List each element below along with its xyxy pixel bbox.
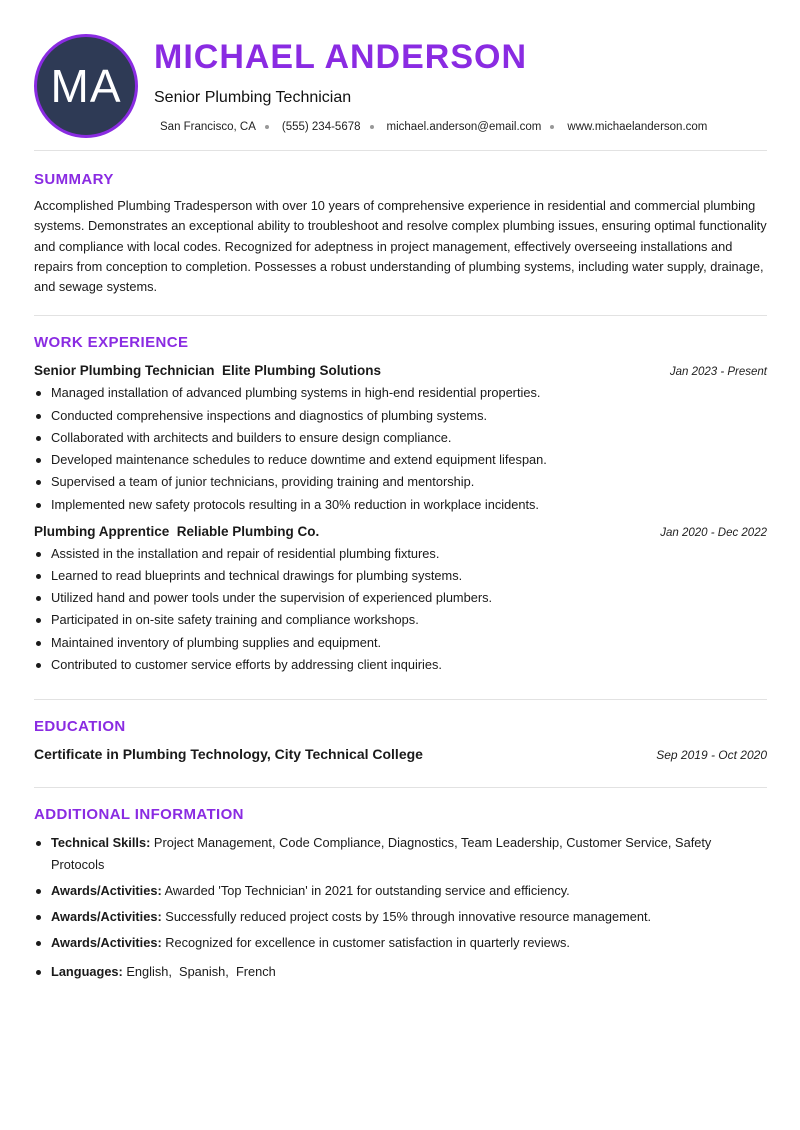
- list-item: [34, 832, 767, 876]
- list-item: Implemented new safety protocols resulting in a 30% reduction in workplace incidents.: [34, 494, 767, 516]
- item-text: English, Spanish, French: [126, 964, 276, 979]
- job-entry: [34, 363, 767, 515]
- job-header: [34, 524, 767, 539]
- candidate-title: Senior Plumbing Technician: [154, 89, 352, 106]
- job-bullets: [34, 543, 767, 676]
- separator-dot-icon: [550, 125, 554, 129]
- resume-page: [34, 0, 767, 987]
- list-item: [34, 880, 767, 902]
- item-label: Languages:: [51, 964, 123, 979]
- summary-section: [34, 151, 767, 316]
- education-section: [34, 700, 767, 788]
- resume-header: [34, 0, 767, 151]
- contact-website[interactable]: www.michaelanderson.com: [567, 121, 708, 133]
- additional-section: [34, 788, 767, 983]
- job-bullets: [34, 382, 767, 515]
- list-item: Supervised a team of junior technicians, providing training and mentorship.: [34, 471, 767, 493]
- degree: Certificate in Plumbing Technology, City Technical College: [34, 745, 423, 762]
- list-item: Participated in on-site safety training and compliance workshops.: [34, 609, 767, 631]
- list-item: Contributed to customer service efforts by addressing client inquiries.: [34, 654, 767, 676]
- separator-dot-icon: [265, 125, 269, 129]
- section-heading: ADDITIONAL INFORMATION: [34, 805, 244, 823]
- item-text: Project Management, Code Compliance, Diagnostics, Team Leadership, Customer Service, Safety Protocols: [51, 834, 712, 873]
- education-dates: Sep 2019 - Oct 2020: [656, 747, 767, 762]
- list-item: Managed installation of advanced plumbing systems in high-end residential properties.: [34, 382, 767, 404]
- contact-info: [160, 121, 707, 133]
- contact-phone: (555) 234-5678: [281, 121, 361, 133]
- job-entry: [34, 524, 767, 676]
- contact-location: San Francisco, CA: [160, 121, 256, 133]
- job-header: [34, 363, 767, 378]
- job-title: Senior Plumbing Technician Elite Plumbing Solutions: [34, 363, 382, 379]
- section-heading: SUMMARY: [34, 171, 114, 188]
- list-item: Learned to read blueprints and technical drawings for plumbing systems.: [34, 565, 767, 587]
- summary-text: Accomplished Plumbing Tradesperson with over 10 years of comprehensive experience in residential and commercial plumbing systems. Demonstrates an exceptional ability to troubleshoot and resolve complex plumbing issues, ensuring optimal functionality and compliance with local codes. Recognized for adeptness in project management, effectively overseeing installations and repairs from conception to completion. Possesses a robust understanding of plumbing systems, including water supply, drainage, and sewage systems.: [34, 198, 767, 295]
- additional-list: [34, 832, 767, 983]
- list-item: Assisted in the installation and repair of residential plumbing fixtures.: [34, 543, 767, 565]
- item-text: Successfully reduced project costs by 15% through innovative resource management.: [165, 908, 652, 924]
- list-item: Maintained inventory of plumbing supplies and equipment.: [34, 632, 767, 654]
- separator-dot-icon: [370, 125, 374, 129]
- item-text: Recognized for excellence in customer satisfaction in quarterly reviews.: [165, 934, 570, 950]
- avatar: MA: [34, 34, 138, 138]
- experience-section: [34, 316, 767, 699]
- section-heading: WORK EXPERIENCE: [34, 334, 189, 352]
- job-dates: Jan 2023 - Present: [669, 366, 767, 379]
- item-label: Technical Skills:: [51, 834, 151, 850]
- contact-email[interactable]: michael.anderson@email.com: [386, 121, 542, 133]
- candidate-name: MICHAEL ANDERSON: [154, 38, 528, 76]
- list-item: Collaborated with architects and builders to ensure design compliance.: [34, 427, 767, 449]
- section-heading: EDUCATION: [34, 717, 126, 735]
- list-item: [34, 906, 767, 928]
- list-item: Developed maintenance schedules to reduce downtime and extend equipment lifespan.: [34, 449, 767, 471]
- list-item: [34, 961, 767, 983]
- job-title: Plumbing Apprentice Reliable Plumbing Co.: [34, 523, 320, 539]
- item-label: Awards/Activities:: [51, 908, 162, 924]
- job-dates: Jan 2020 - Dec 2022: [660, 526, 767, 539]
- item-text: Awarded 'Top Technician' in 2021 for outstanding service and efficiency.: [164, 883, 570, 899]
- education-entry: [34, 746, 767, 762]
- item-label: Awards/Activities:: [51, 883, 162, 899]
- list-item: Conducted comprehensive inspections and diagnostics of plumbing systems.: [34, 405, 767, 427]
- item-label: Awards/Activities:: [51, 934, 162, 950]
- list-item: [34, 932, 767, 954]
- list-item: Utilized hand and power tools under the supervision of experienced plumbers.: [34, 587, 767, 609]
